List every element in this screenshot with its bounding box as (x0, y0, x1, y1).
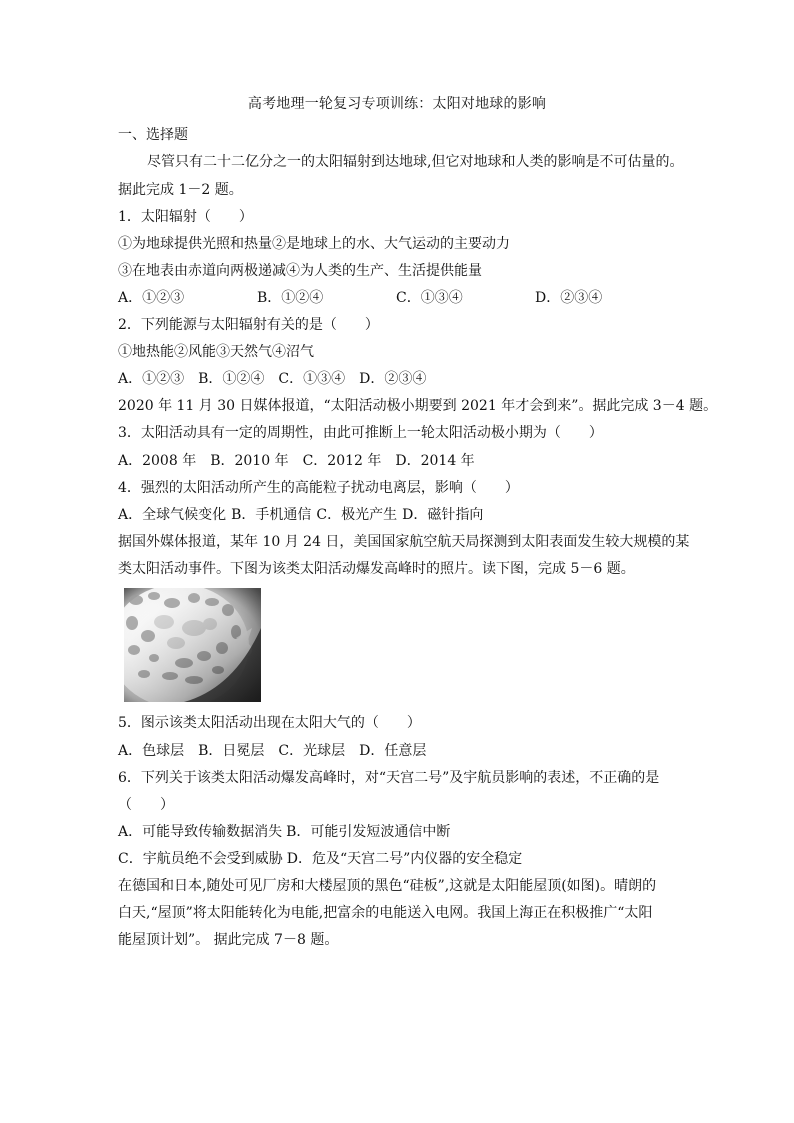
option-a[interactable]: A．①②③ (118, 371, 185, 387)
option-a[interactable]: A．色球层 (118, 743, 185, 759)
intro-4-line-2: 白天,“屋顶”将太阳能转化为电能,把富余的电能送入电网。我国上海正在积极推广“太阳 (118, 905, 653, 921)
intro-4-line-3: 能屋顶计划”。 据此完成 7－8 题。 (118, 932, 339, 948)
question-3-stem: 3．太阳活动具有一定的周期性，由此可推断上一轮太阳活动极小期为（ ） (118, 425, 603, 441)
intro-2: 2020 年 11 月 30 日媒体报道，“太阳活动极小期要到 2021 年才会到来”。据此完成 3－4 题。 (118, 398, 718, 414)
option-b[interactable]: B．可能引发短波通信中断 (286, 824, 451, 840)
question-4-stem: 4．强烈的太阳活动所产生的高能粒子扰动电离层，影响（ ） (118, 480, 519, 496)
question-6-options-row-1 (118, 822, 598, 842)
option-b[interactable]: B．手机通信 (231, 507, 312, 523)
option-c[interactable]: C．光球层 (278, 743, 346, 759)
question-3-options (118, 451, 598, 471)
option-c[interactable]: C．极光产生 (316, 507, 398, 523)
option-a[interactable]: A．全球气候变化 (118, 507, 227, 523)
question-2-stem: 2．下列能源与太阳辐射有关的是（ ） (118, 317, 379, 333)
option-d[interactable]: D．任意层 (359, 743, 427, 759)
option-d[interactable]: D．2014 年 (395, 453, 475, 469)
option-c[interactable]: C．2012 年 (302, 453, 382, 469)
option-a[interactable]: A．可能导致传输数据消失 (118, 824, 283, 840)
section-heading: 一、选择题 (118, 127, 188, 143)
option-c[interactable]: C．①③④ (396, 290, 463, 306)
question-5-options (118, 741, 598, 761)
intro-3-line-1: 据国外媒体报道，某年 10 月 24 日，美国国家航空航天局探测到太阳表面发生较大规模的某 (118, 534, 690, 550)
intro-4-line-1: 在德国和日本,随处可见厂房和大楼屋顶的黑色“硅板”,这就是太阳能屋顶(如图)。晴朗的 (118, 878, 657, 894)
question-1-items-line-1: ①为地球提供光照和热量②是地球上的水、大气运动的主要动力 (118, 236, 510, 252)
option-b[interactable]: B．①②④ (257, 290, 324, 306)
intro-3-line-2: 类太阳活动事件。下图为该类太阳活动爆发高峰时的照片。读下图，完成 5－6 题。 (118, 561, 635, 577)
solar-activity-photo (124, 588, 261, 702)
option-c[interactable]: C．①③④ (278, 371, 346, 387)
option-d[interactable]: D．磁针指向 (402, 507, 484, 523)
question-4-options (118, 505, 598, 525)
intro-1-line-2: 据此完成 1－2 题。 (118, 182, 243, 198)
question-1-stem: 1．太阳辐射（ ） (118, 209, 253, 225)
document-title: 高考地理一轮复习专项训练：太阳对地球的影响 (247, 96, 547, 112)
question-1-items-line-2: ③在地表由赤道向两极递减④为人类的生产、生活提供能量 (118, 263, 482, 279)
question-1-options (118, 288, 603, 308)
question-6-stem-line-1: 6．下列关于该类太阳活动爆发高峰时，对“天宫二号”及宇航员影响的表述，不正确的是 (118, 770, 660, 786)
question-2-items: ①地热能②风能③天然气④沼气 (118, 344, 314, 360)
option-a[interactable]: A．2008 年 (118, 453, 197, 469)
option-b[interactable]: B．①②④ (198, 371, 265, 387)
question-2-options (118, 369, 598, 389)
question-6-stem-line-2: （ ） (118, 797, 174, 813)
option-d[interactable]: D．②③④ (359, 371, 427, 387)
option-b[interactable]: B．日冕层 (198, 743, 265, 759)
option-c[interactable]: C．宇航员绝不会受到威胁 (118, 851, 283, 867)
option-a[interactable]: A．①②③ (118, 290, 185, 306)
question-5-stem: 5．图示该类太阳活动出现在太阳大气的（ ） (118, 715, 421, 731)
question-6-options-row-2 (118, 849, 598, 869)
option-b[interactable]: B．2010 年 (210, 453, 289, 469)
option-d[interactable]: D．②③④ (535, 290, 603, 306)
intro-1-line-1: 尽管只有二十二亿分之一的太阳辐射到达地球,但它对地球和人类的影响是不可估量的。 (147, 154, 684, 170)
option-d[interactable]: D．危及“天宫二号”内仪器的安全稳定 (286, 851, 523, 867)
